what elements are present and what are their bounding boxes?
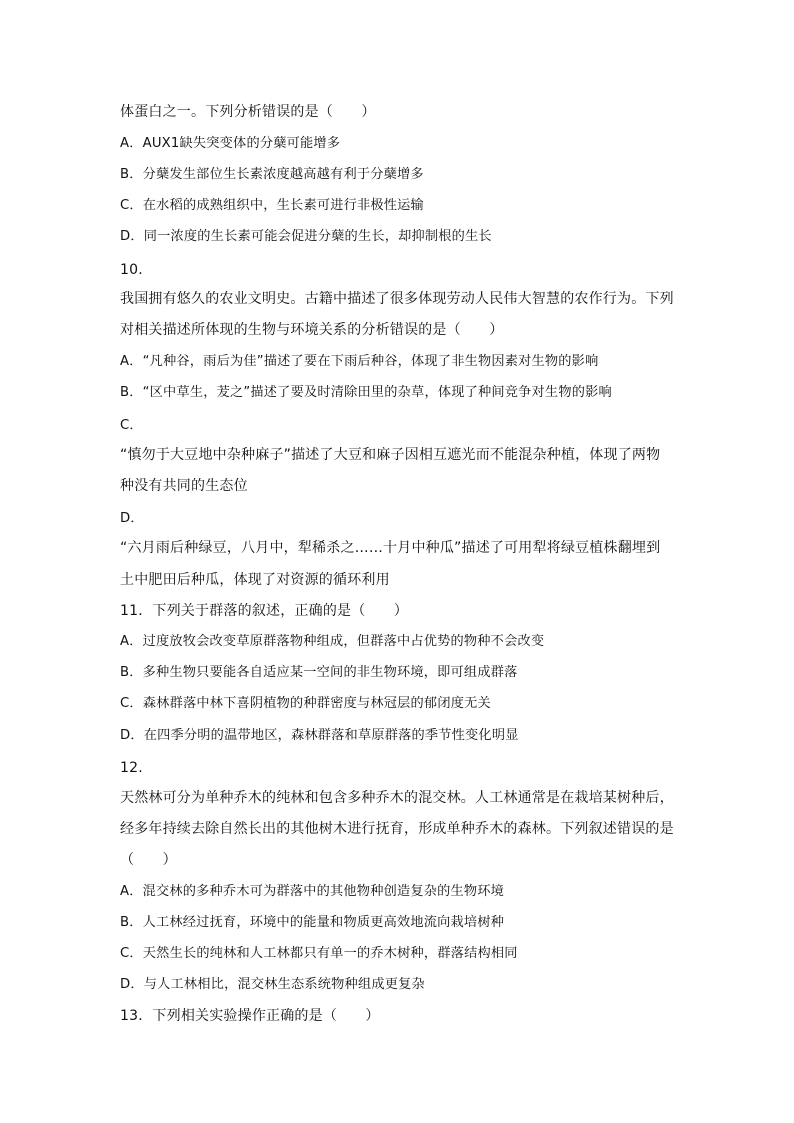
q9-option-b: B．分蘖发生部位生长素浓度越高越有利于分蘖增多 — [120, 167, 424, 182]
q12-stem-line-1: 天然林可分为单种乔木的纯林和包含多种乔木的混交林。人工林通常是在栽培某树种后， — [120, 790, 674, 806]
q10-option-b: B．“区中草生，茇之”描述了要及时清除田里的杂草，体现了种间竞争对生物的影响 — [120, 385, 612, 400]
q11-option-b: B．多种生物只要能各自适应某一空间的非生物环境，即可组成群落 — [120, 665, 518, 680]
q9-option-d: D．同一浓度的生长素可能会促进分蘖的生长，却抑制根的生长 — [120, 229, 492, 244]
q10-option-d-line-1: “六月雨后种绿豆，八月中，犁稀杀之……十月中种瓜”描述了可用犁将绿豆植株翻埋到 — [120, 540, 661, 556]
q10-option-c-line-1: “慎勿于大豆地中杂种麻子”描述了大豆和麻子因相互遮光而不能混杂种植，体现了两物 — [120, 447, 661, 463]
q10-option-c-line-2: 种没有共同的生态位 — [120, 478, 248, 494]
q12-option-b: B．人工林经过抚育，环境中的能量和物质更高效地流向栽培树种 — [120, 915, 505, 930]
q9-stem-tail: 体蛋白之一。下列分析错误的是（ ） — [120, 104, 376, 120]
q10-stem-line-2: 对相关描述所体现的生物与环境关系的分析错误的是（ ） — [120, 322, 504, 338]
q10-option-d-label: D． — [120, 511, 144, 526]
q11-stem: 11．下列关于群落的叙述，正确的是（ ） — [120, 603, 409, 619]
q10-option-d-line-2: 土中肥田后种瓜，体现了对资源的循环利用 — [120, 572, 390, 588]
q10-option-a: A．“凡种谷，雨后为佳”描述了要在下雨后种谷，体现了非生物因素对生物的影响 — [120, 354, 599, 369]
q12-option-d: D．与人工林相比，混交林生态系统物种组成更复杂 — [120, 977, 425, 992]
q11-option-a: A．过度放牧会改变草原群落物种组成，但群落中占优势的物种不会改变 — [120, 634, 545, 649]
q12-option-a: A．混交林的多种乔木可为群落中的其他物种创造复杂的生物环境 — [120, 884, 505, 899]
q12-stem-line-3: （ ） — [120, 852, 177, 868]
q12-option-c: C．天然生长的纯林和人工林都只有单一的乔木树种，群落结构相同 — [120, 946, 518, 961]
q9-option-c: C．在水稻的成熟组织中，生长素可进行非极性运输 — [120, 198, 424, 213]
q10-option-c-label: C． — [120, 418, 143, 433]
q10-stem-line-1: 我国拥有悠久的农业文明史。古籍中描述了很多体现劳动人民伟大智慧的农作行为。下列 — [120, 291, 674, 307]
q13-stem: 13．下列相关实验操作正确的是（ ） — [120, 1008, 380, 1024]
q10-number: 10. — [120, 262, 143, 278]
q11-option-c: C．森林群落中林下喜阴植物的种群密度与林冠层的郁闭度无关 — [120, 696, 491, 711]
q9-option-a: A．AUX1缺失突变体的分蘖可能增多 — [120, 136, 341, 151]
q12-stem-line-2: 经多年持续去除自然长出的其他树木进行抚育，形成单种乔木的森林。下列叙述错误的是 — [120, 821, 674, 837]
q11-option-d: D．在四季分明的温带地区，森林群落和草原群落的季节性变化明显 — [120, 728, 519, 743]
q12-number: 12. — [120, 760, 143, 776]
